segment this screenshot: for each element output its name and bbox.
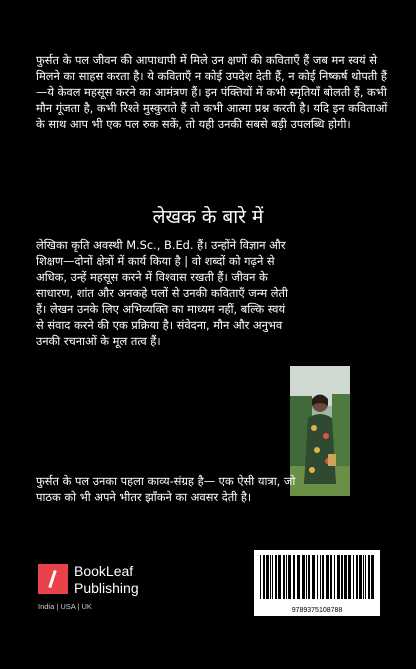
isbn-number: 9789375108788 [291,607,343,614]
publisher-name-line2: Publishing [74,580,139,596]
bookleaf-logo-icon [38,564,68,594]
isbn-barcode [254,550,380,616]
publisher-logo [36,562,176,622]
about-author-heading: लेखक के बारे में [152,206,264,228]
barcode-bars-icon [254,550,380,602]
publisher-name-line1: BookLeaf [74,563,134,579]
publisher-tagline: India | USA | UK [38,602,92,611]
about-author-text: लेखिका कृति अवस्थी M.Sc., B.Ed. हैं। उन्होंने विज्ञान और शिक्षण—दोनों क्षेत्रों में कार्य किया है | वो शब्दों को गढ़ने से अधिक, उन्हें महसूस करने में विश्वास रखती हैं। जीवन के साधारण, शांत और अनकहे पलों से उनकी कविताएँ जन्म लेती हैं। लेखन उनके लिए अभिव्यक्ति का माध्यम नहीं, बल्कि स्वयं से संवाद करने की एक प्रक्रिया है। संवेदना, मौन और अनुभव उनकी रचनाओं के मूल तत्व हैं। [36,238,288,348]
back-cover-blurb: फुर्सत के पल जीवन की आपाधापी में मिले उन क्षणों की कविताएँ हैं जब मन स्वयं से मिलने का साहस करता है। ये कविताएँ न कोई उपदेश देती हैं, न कोई निष्कर्ष थोपती हैं—ये केवल महसूस करने का आमंत्रण हैं। इन पंक्तियों में कभी स्मृतियाँ बोलती हैं, कभी मौन गूंजता है, कभी रिश्ते मुस्कुराते हैं तो कभी आत्मा प्रश्न करती है। यदि इन कविताओं के साथ आप भी एक पल रुक सकें, तो यही उनकी सबसे बड़ी उपलब्धि होगी। [36,53,388,131]
collection-text: फुर्सत के पल उनका पहला काव्य-संग्रह है— एक ऐसी यात्रा, जो पाठक को भी अपने भीतर झाँकने का अवसर देती है। [36,474,296,504]
